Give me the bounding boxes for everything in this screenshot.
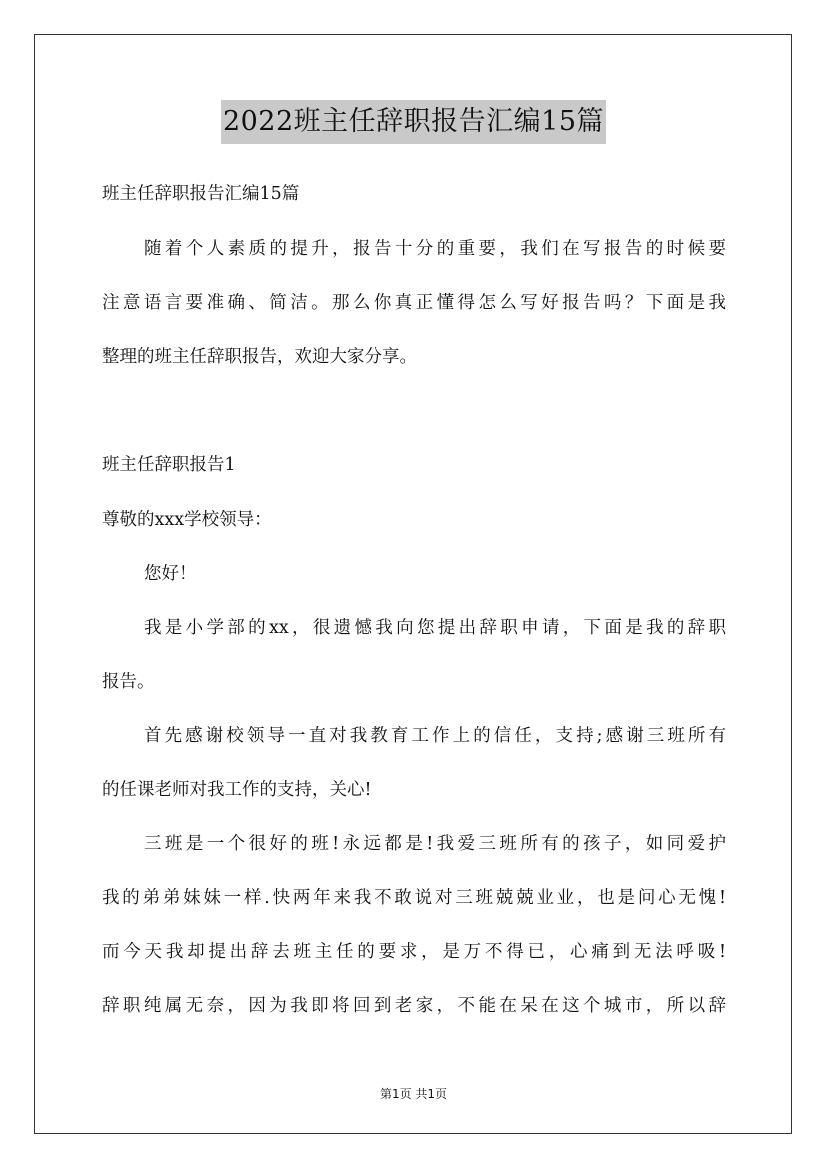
subtitle-line: 班主任辞职报告汇编15篇 (102, 184, 300, 204)
paragraph-line: 三班是一个很好的班!永远都是!我爱三班所有的孩子，如同爱护 (144, 834, 726, 854)
paragraph-line: 报告。 (102, 672, 155, 692)
paragraph-line: 辞职纯属无奈，因为我即将回到老家，不能在呆在这个城市，所以辞 (102, 996, 726, 1016)
paragraph-line: 随着个人素质的提升，报告十分的重要，我们在写报告的时候要 (144, 239, 726, 259)
paragraph-line: 首先感谢校领导一直对我教育工作上的信任，支持;感谢三班所有 (144, 726, 726, 746)
title-container (0, 100, 827, 144)
section-heading: 班主任辞职报告1 (102, 455, 236, 475)
paragraph-line: 我是小学部的xx，很遗憾我向您提出辞职申请，下面是我的辞职 (144, 618, 726, 638)
paragraph-line: 整理的班主任辞职报告，欢迎大家分享。 (102, 347, 417, 367)
document-title: 2022班主任辞职报告汇编15篇 (221, 100, 606, 144)
paragraph-line: 注意语言要准确、简洁。那么你真正懂得怎么写好报告吗？下面是我 (102, 293, 726, 313)
paragraph-line: 的任课老师对我工作的支持，关心! (102, 780, 372, 800)
paragraph-line: 而今天我却提出辞去班主任的要求，是万不得已，心痛到无法呼吸! (102, 942, 726, 962)
greeting: 您好！ (144, 564, 197, 584)
page-footer: 第1页 共1页 (379, 1087, 448, 1101)
paragraph-line: 我的弟弟妹妹一样.快两年来我不敢说对三班兢兢业业，也是问心无愧! (102, 888, 726, 908)
salutation: 尊敬的xxx学校领导： (102, 510, 272, 530)
